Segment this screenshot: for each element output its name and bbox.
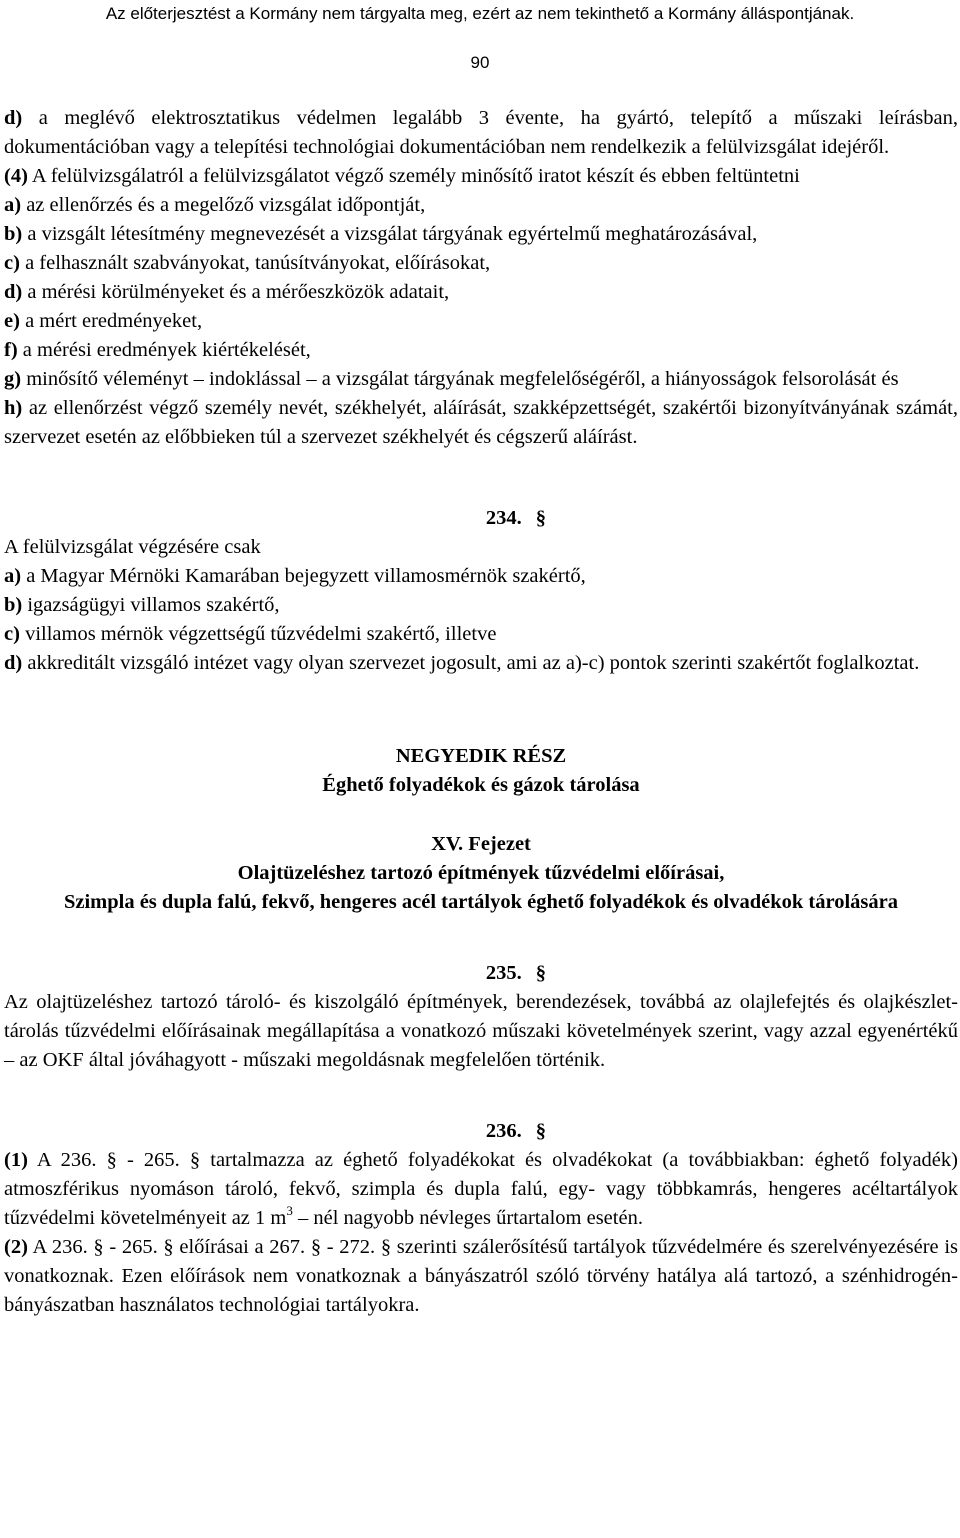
item-text: a vizsgált létesítmény megnevezését a vizsgálat tárgyának egyértelmű meghatározásával, [22,223,758,245]
section-symbol: § [535,962,546,984]
paragraph-text: A 236. § - 265. § előírásai a 267. § - 272. § szerinti szálerősítésű tartályok tűzvédelmére és szerelvényezésére is vonatkoznak. Ezen előírások nem vonatkoznak a bányászatról szóló törvény hatálya alá tartozó, a szénhidrogén-bányászatban használatos technológiai tartályokra. [4,1236,958,1316]
spacer [4,452,958,504]
spacer [4,678,958,742]
item-text: a mérési körülményeket és a mérőeszközök adatait, [22,281,450,303]
list-item [4,562,958,591]
list-item [4,278,958,307]
page-number: 90 [470,53,490,72]
item-text: a felhasznált szabványokat, tanúsítványokat, előírásokat, [19,252,491,274]
list-item [4,591,958,620]
spacer [4,800,958,830]
item-label: c) [4,252,20,274]
list-item [4,620,958,649]
list-item [4,307,958,336]
item-text: az ellenőrzést végző személy nevét, székhelyét, aláírását, szakképzettségét, szakértői bizonyítványának számát, szervezet esetén az előbbieken túl a szervezet székhelyét és cégszerű aláírást. [4,397,958,448]
item-label: e) [4,310,20,332]
section-intro: A felülvizsgálat végzésére csak [4,536,261,558]
paragraph-label: (4) [4,165,28,187]
item-text: akkreditált vizsgáló intézet vagy olyan szervezet jogosult, ami az a)-c) pontok szerinti szakértőt foglalkoztat. [22,652,920,674]
chapter-heading-line1: Olajtüzeléshez tartozó építmények tűzvédelmi előírásai, [237,862,725,884]
section-heading-234 [4,504,958,533]
superscript: 3 [286,1203,293,1218]
item-text: a mérési eredmények kiértékelését, [17,339,311,361]
item-label: h) [4,397,23,419]
paragraph-1 [4,1146,958,1233]
section-number: 234. [485,507,522,529]
spacer [4,1075,958,1117]
paragraph-item-d [4,104,958,162]
list-item [4,394,958,452]
paragraph-label: (1) [4,1149,28,1171]
section-heading-236 [4,1117,958,1146]
paragraph-4 [4,162,958,191]
list-item [4,220,958,249]
item-text: az ellenőrzés és a megelőző vizsgálat időpontját, [21,194,426,216]
section-text: Az olajtüzeléshez tartozó tároló- és kiszolgáló építmények, berendezések, továbbá az olajlefejtés és olajkészlet-tárolás tűzvédelmi előírásainak megállapítása a vonatkozó műszaki követelmények szerint, vagy azzal egyenértékű – az OKF által jóváhagyott - műszaki megoldásnak megfelelően történik. [4,991,958,1071]
item-label: b) [4,594,23,616]
item-label: d) [4,652,23,674]
paragraph-text: A felülvizsgálatról a felülvizsgálatot végző személy minősítő iratot készít és ebben feltüntetni [27,165,800,187]
list-item [4,336,958,365]
section-number: 235. [485,962,522,984]
part-title: NEGYEDIK RÉSZ [395,745,567,767]
item-label: d) [4,107,23,129]
spacer [4,917,958,959]
item-text: a meglévő elektrosztatikus védelmen legalább 3 évente, ha gyártó, telepítő a műszaki leírásban, dokumentációban vagy a telepítési technológiai dokumentációban nem rendelkezik a felülvizsgálat idejéről. [4,107,958,158]
section-symbol: § [535,507,546,529]
item-text: a Magyar Mérnöki Kamarában bejegyzett villamosmérnök szakértő, [21,565,586,587]
list-item [4,365,958,394]
part-subtitle: Éghető folyadékok és gázok tárolása [322,774,640,796]
document-banner: Az előterjesztést a Kormány nem tárgyalta meg, ezért az nem tekinthető a Kormány álláspontjának. [105,4,855,23]
item-label: c) [4,623,20,645]
paragraph-label: (2) [4,1236,28,1258]
item-text: villamos mérnök végzettségű tűzvédelmi szakértő, illetve [19,623,497,645]
item-label: a) [4,194,22,216]
section-heading-235 [4,959,958,988]
section-number: 236. [485,1120,522,1142]
list-item [4,649,958,678]
item-label: f) [4,339,18,361]
item-label: g) [4,368,22,390]
paragraph-text: A 236. § - 265. § tartalmazza az éghető folyadékokat és olvadékokat (a továbbiakban: éghető folyadék) atmoszférikus nyomáson tároló, fekvő, szimpla és dupla falú, egy- vagy többkamrás, hengeres acéltartályok tűzvédelmi követelményeit az 1 m [4,1149,958,1229]
list-item [4,191,958,220]
paragraph-2 [4,1233,958,1320]
item-text: a mért eredményeket, [19,310,203,332]
chapter-title: XV. Fejezet [431,833,531,855]
item-text: minősítő véleményt – indoklással – a vizsgálat tárgyának megfelelőségéről, a hiányosságok felsorolását és [21,368,899,390]
chapter-heading-line2: Szimpla és dupla falú, fekvő, hengeres acél tartályok éghető folyadékok és olvadékok tárolására [63,891,899,913]
item-label: d) [4,281,23,303]
item-label: a) [4,565,22,587]
paragraph-text: – nél nagyobb névleges űrtartalom esetén. [292,1207,643,1229]
item-text: igazságügyi villamos szakértő, [22,594,280,616]
item-label: b) [4,223,23,245]
document-body [4,104,958,1320]
list-item [4,249,958,278]
section-symbol: § [535,1120,546,1142]
